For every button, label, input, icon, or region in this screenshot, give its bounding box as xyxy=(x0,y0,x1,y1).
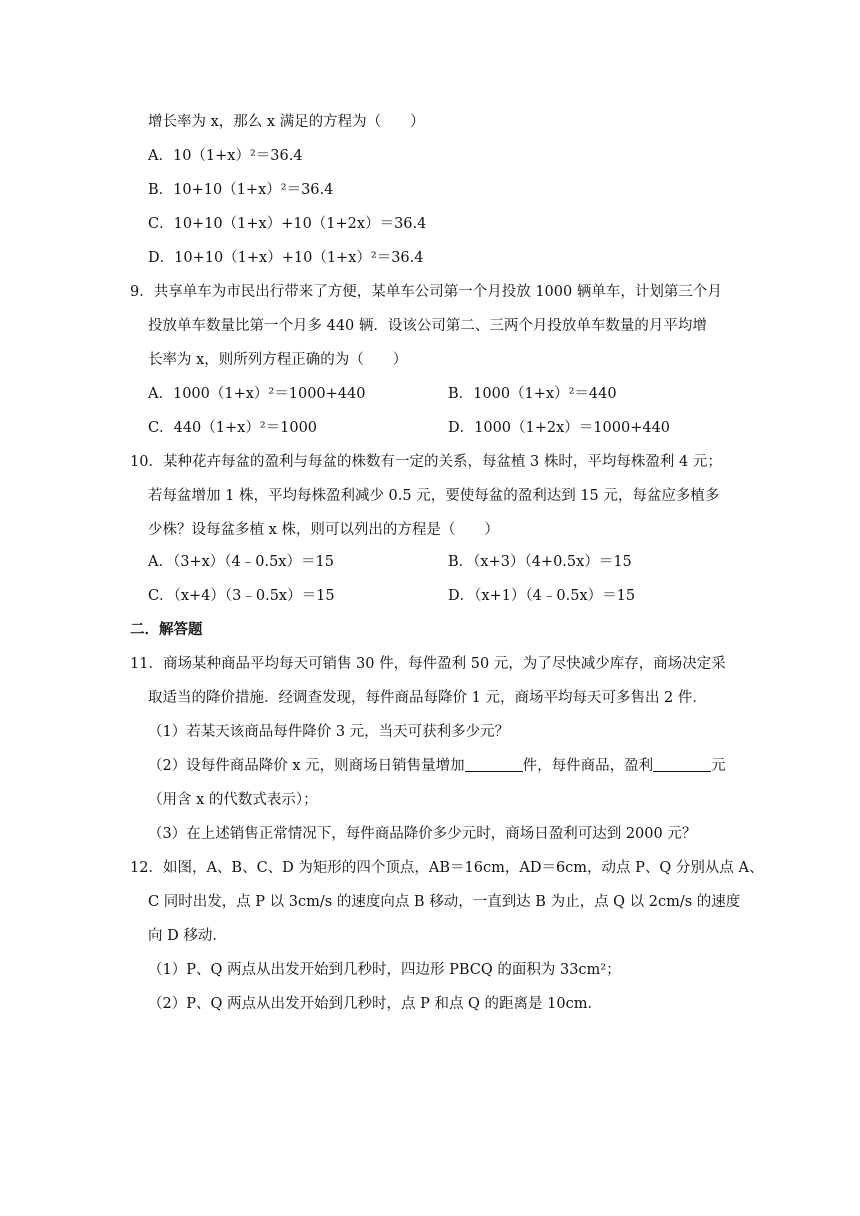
q12-stem-line-2: C 同时出发，点 P 以 3cm/s 的速度向点 B 移动，一直到达 B 为止，点 Q 以 2cm/s 的速度 xyxy=(148,894,741,910)
q11-part-3: （3）在上述销售正常情况下，每件商品降价多少元时，商场日盈利可达到 2000 元？ xyxy=(148,826,697,842)
q9-option-a: A．1000（1+x）²＝1000+440 xyxy=(148,386,366,402)
q11-part-2-text-b: 件，每件商品，盈利 xyxy=(522,758,654,774)
q9-option-b: B．1000（1+x）²＝440 xyxy=(448,386,617,402)
q12-part-2: （2）P、Q 两点从出发开始到几秒时，点 P 和点 Q 的距离是 10cm． xyxy=(148,996,602,1012)
q9-option-d: D．1000（1+2x）＝1000+440 xyxy=(448,420,671,436)
q9-option-c: C．440（1+x）²＝1000 xyxy=(148,420,318,436)
q10-option-b: B．（x+3）（4+0.5x）＝15 xyxy=(448,554,632,570)
q10-stem-line-3: 少株？设每盆多植 x 株，则可以列出的方程是（ ） xyxy=(148,522,499,538)
q9-stem-line-2: 投放单车数量比第一个月多 440 辆．设该公司第二、三两个月投放单车数量的月平均增 xyxy=(148,318,707,334)
q10-option-a: A．（3+x）（4﹣0.5x）＝15 xyxy=(148,554,334,570)
q9-stem-line-1: 9．共享单车为市民出行带来了方便，某单车公司第一个月投放 1000 辆单车，计划第三个月 xyxy=(130,284,722,300)
q11-part-2-line-2: （用含 x 的代数式表示）； xyxy=(148,792,318,808)
q8-stem-tail: 增长率为 x，那么 x 满足的方程为（ ） xyxy=(148,114,425,130)
q10-option-c: C．（x+4）（3﹣0.5x）＝15 xyxy=(148,588,335,604)
q12-stem-line-1: 12．如图，A、B、C、D 为矩形的四个顶点，AB＝16cm，AD＝6cm，动点 P、Q 分别从点 A、 xyxy=(130,860,764,876)
q8-option-c: C．10+10（1+x）+10（1+2x）＝36.4 xyxy=(148,216,427,232)
q10-option-d: D．（x+1）（4﹣0.5x）＝15 xyxy=(448,588,636,604)
q12-stem-line-3: 向 D 移动． xyxy=(148,928,227,944)
q12-part-1: （1）P、Q 两点从出发开始到几秒时，四边形 PBCQ 的面积为 33cm²； xyxy=(148,962,621,978)
q8-option-a: A．10（1+x）²＝36.4 xyxy=(148,148,303,164)
section-title-answer: 二．解答题 xyxy=(130,621,203,638)
q11-part-1: （1）若某天该商品每件降价 3 元，当天可获利多少元？ xyxy=(148,724,510,740)
answer-blank[interactable] xyxy=(465,757,523,772)
q8-option-b: B．10+10（1+x）²＝36.4 xyxy=(148,182,334,198)
q11-part-2-text-c: 元 xyxy=(711,758,726,774)
q10-stem-line-1: 10．某种花卉每盆的盈利与每盆的株数有一定的关系，每盆植 3 株时，平均每株盈利 4 元； xyxy=(130,454,722,470)
q11-part-2 xyxy=(148,756,726,776)
q11-stem-line-2: 取适当的降价措施．经调查发现，每件商品每降价 1 元，商场平均每天可多售出 2 件． xyxy=(148,690,707,706)
answer-blank[interactable] xyxy=(653,757,711,772)
q8-option-d: D．10+10（1+x）+10（1+x）²＝36.4 xyxy=(148,250,424,266)
q11-stem-line-1: 11．商场某种商品平均每天可销售 30 件，每件盈利 50 元，为了尽快减少库存，商场决定采 xyxy=(130,656,726,672)
q11-part-2-text-a: （2）设每件商品降价 x 元，则商场日销售量增加 xyxy=(148,758,465,774)
q10-stem-line-2: 若每盆增加 1 株，平均每株盈利减少 0.5 元，要使每盆的盈利达到 15 元，每盆应多植多 xyxy=(148,488,720,504)
q9-stem-line-3: 长率为 x，则所列方程正确的为（ ） xyxy=(148,352,408,368)
